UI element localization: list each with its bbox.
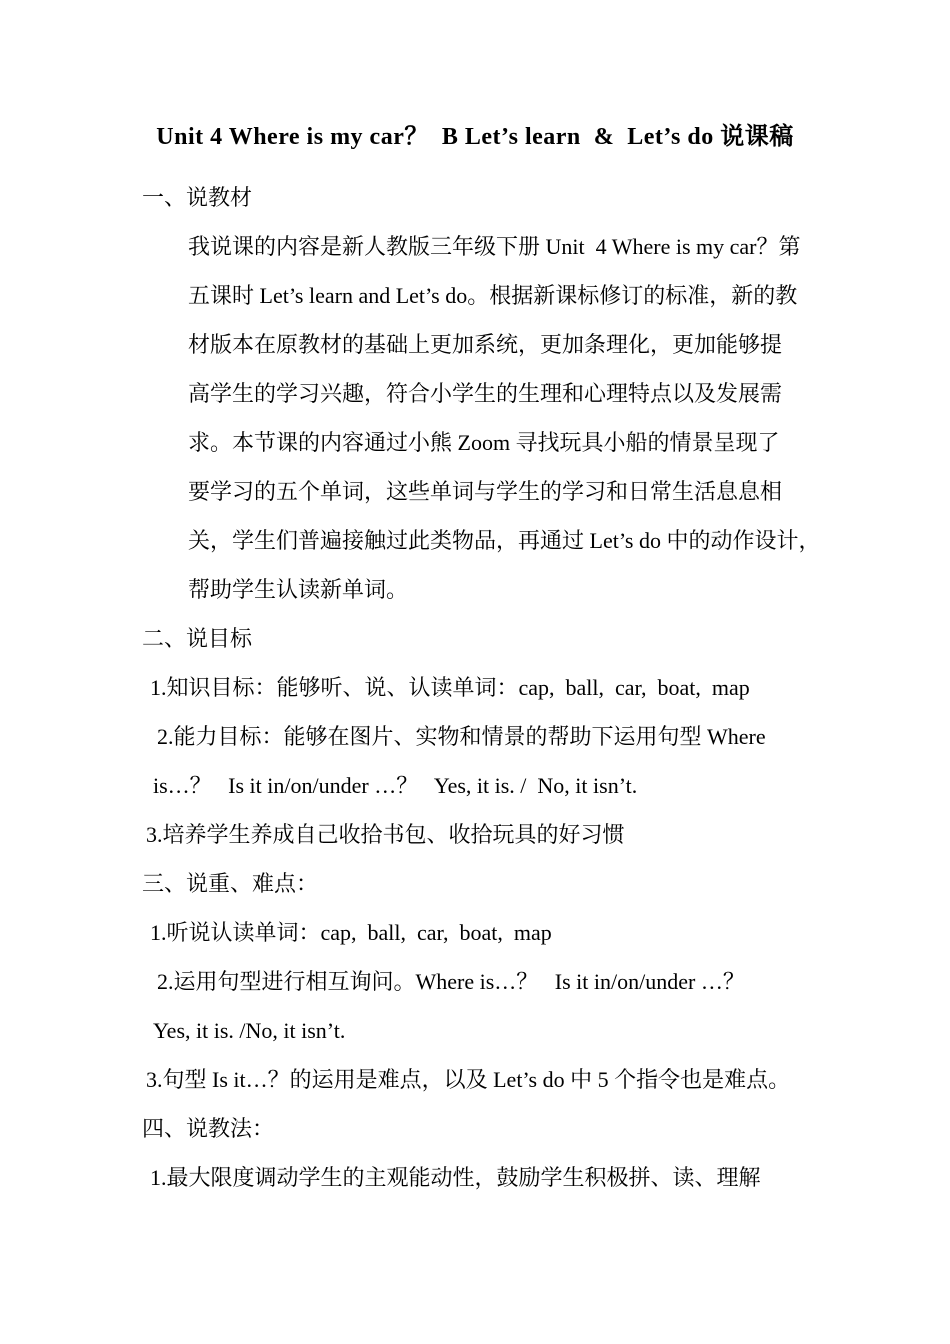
text-line: 2.运用句型进行相互询问。Where is…？ Is it in/on/under …？	[157, 969, 745, 994]
text-line: 1.最大限度调动学生的主观能动性，鼓励学生积极拼、读、理解	[150, 1165, 761, 1190]
text-line: 一、说教材	[142, 185, 253, 210]
text-line: 高学生的学习兴趣，符合小学生的生理和心理特点以及发展需	[188, 381, 783, 406]
text-line: 要学习的五个单词，这些单词与学生的学习和日常生活息息相	[188, 479, 783, 504]
text-line: 求。本节课的内容通过小熊 Zoom 寻找玩具小船的情景呈现了	[188, 430, 780, 455]
text-line: 帮助学生认读新单词。	[188, 577, 409, 602]
text-line: 五课时 Let’s learn and Let’s do。根据新课标修订的标准，新的教	[188, 283, 798, 308]
text-line: 2.能力目标：能够在图片、实物和情景的帮助下运用句型 Where	[157, 724, 766, 749]
text-line: 关，学生们普遍接触过此类物品，再通过 Let’s do 中的动作设计，	[188, 528, 821, 553]
text-line: Yes, it is. /No, it isn’t.	[153, 1018, 346, 1043]
text-line: 1.听说认读单词：cap, ball, car, boat, map	[150, 920, 552, 945]
text-line: 3.句型 Is it…？的运用是难点，以及 Let’s do 中 5 个指令也是难点。	[146, 1067, 791, 1092]
text-line: 3.培养学生养成自己收拾书包、收拾玩具的好习惯	[146, 822, 625, 847]
text-line: 1.知识目标：能够听、说、认读单词：cap, ball, car, boat, map	[150, 675, 750, 700]
document-title: Unit 4 Where is my car？ B Let’s learn & Let’s do 说课稿	[156, 124, 794, 150]
text-line: 我说课的内容是新人教版三年级下册 Unit 4 Where is my car？第	[188, 234, 801, 259]
text-line: 二、说目标	[142, 626, 253, 651]
text-line: 材版本在原教材的基础上更加系统，更加条理化，更加能够提	[188, 332, 783, 357]
text-line: 四、说教法：	[142, 1116, 275, 1141]
text-line: is…？ Is it in/on/under …？ Yes, it is. / No, it isn’t.	[153, 773, 638, 798]
document-body	[0, 173, 950, 1202]
text-line: 三、说重、难点：	[142, 871, 319, 896]
